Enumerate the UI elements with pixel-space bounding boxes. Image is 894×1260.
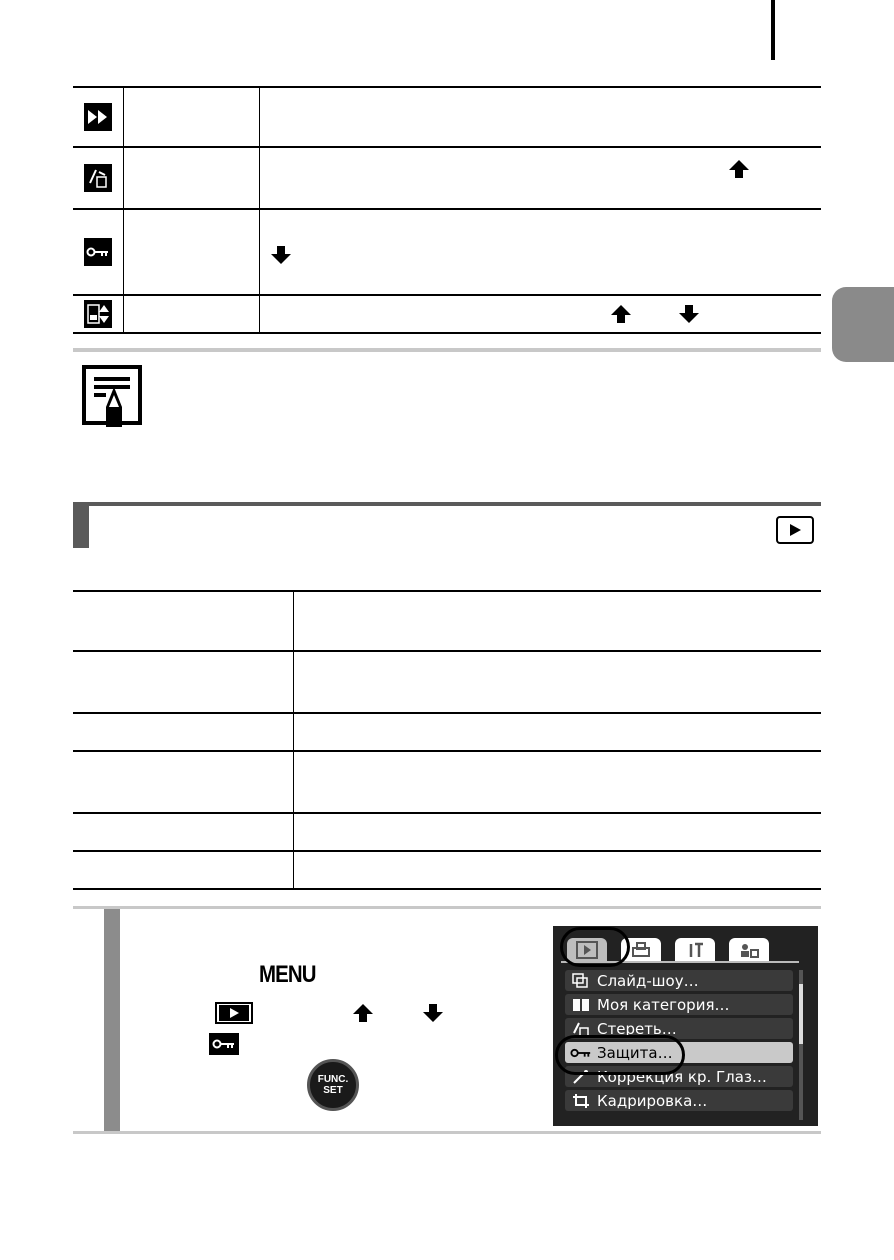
protect-key-icon: [84, 238, 112, 266]
table-row: [73, 652, 821, 714]
highlight-protect-item: [555, 1035, 685, 1075]
step-bar: [104, 909, 120, 1131]
menu-item-trim[interactable]: Кадрировка…: [565, 1090, 793, 1111]
tab-my-camera[interactable]: [729, 938, 769, 962]
table-row: [73, 148, 821, 210]
menu-item-protect[interactable]: Защита…: [565, 1042, 793, 1063]
scrollbar-thumb[interactable]: [799, 984, 803, 1044]
arrow-down-icon: [271, 246, 291, 264]
menu-item-my-category[interactable]: Моя категория…: [565, 994, 793, 1015]
divider: [73, 348, 821, 352]
step-box: [73, 906, 821, 1134]
table-row: [73, 296, 821, 334]
arrow-down-icon: [679, 305, 699, 323]
menu-item-slideshow[interactable]: Слайд-шоу…: [565, 970, 793, 991]
arrow-up-icon: [729, 160, 749, 178]
menu-button-label: MENU: [259, 961, 316, 988]
table-row: [73, 814, 821, 852]
menu-item-erase[interactable]: Стереть…: [565, 1018, 793, 1039]
slideshow-icon: [565, 973, 597, 989]
icon-table: [73, 86, 821, 334]
table-row: [73, 852, 821, 890]
func-set-button-icon: FUNC. SET: [307, 1059, 359, 1111]
table-row: [73, 86, 821, 148]
table-row: [73, 210, 821, 296]
menu-options-table: [73, 590, 821, 890]
erase-category-icon: [84, 164, 112, 192]
section-header-bar: [73, 502, 821, 506]
tab-setup[interactable]: [675, 938, 715, 962]
fast-forward-icon: [84, 103, 112, 131]
section-header-block: [73, 506, 89, 548]
chapter-tab: [832, 287, 894, 362]
scroll-updown-icon: [84, 300, 112, 328]
highlight-playback-tab: [560, 927, 630, 967]
playback-icon: [776, 516, 814, 544]
table-row: [73, 752, 821, 814]
my-category-icon: [565, 997, 597, 1013]
arrow-up-icon: [353, 1004, 373, 1022]
arrow-up-icon: [611, 305, 631, 323]
arrow-down-icon: [423, 1004, 443, 1022]
memo-icon: [82, 365, 146, 429]
trim-icon: [565, 1093, 597, 1109]
menu-item-red-eye[interactable]: Коррекция кр. Глаз…: [565, 1066, 793, 1087]
protect-key-icon: [209, 1033, 239, 1055]
header-rule: [771, 0, 775, 60]
playback-tab-icon: [215, 1002, 253, 1024]
table-row: [73, 590, 821, 652]
table-row: [73, 714, 821, 752]
